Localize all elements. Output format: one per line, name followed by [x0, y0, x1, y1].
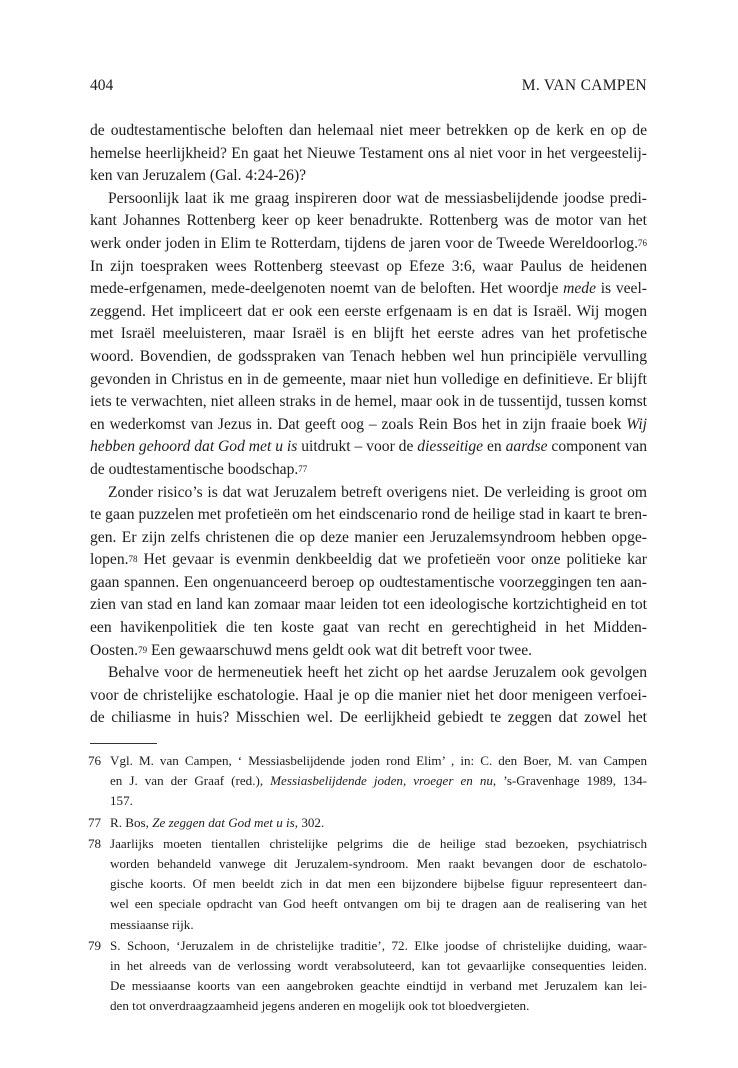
footnote-76: 76 Vgl. M. van Campen, ‘ Messiasbelijdende joden rond Elim’ , in: C. den Boer, M. van Campen en J. van der Graaf (red.), Messiasbelijdende joden, vroeger en nu, ’s-Gravenhage 1989, 134- 157.: [88, 753, 647, 809]
text-line: kant Johannes Rottenberg keer op keer benadrukte. Rottenberg was de motor van het: [90, 212, 647, 230]
footnote-number: 77: [88, 814, 102, 830]
footnote-separator: [90, 743, 157, 744]
text-line: de chiliasme in huis? Misschien wel. De eerlijkheid gebiedt te zeggen dat zowel het: [90, 709, 647, 727]
italic-word: mede: [563, 280, 597, 298]
main-text: [90, 120, 647, 730]
footnote-78: 78 Jaarlijks moeten tientallen christelijke pelgrims die de heilige stad bezoeken, psychiatrisch worden behandeld vanwege dit Jeruzalem-syndroom. Men raakt bevangen door de eschatolo- gische koorts. Of men beeldt zich in dat men een bijzondere bijbelse figuur representeert dan- wel een speciale opdracht van God heeft ontvangen om bij te dragen aan de realisering van het messiaanse rijk.: [88, 835, 647, 932]
footnote-ref-76[interactable]: 76: [638, 237, 647, 248]
text-line: hebben gehoord dat God met u is uitdrukt – voor de diesseitige en aardse component van: [90, 438, 647, 456]
footnote-ref-78[interactable]: 78: [128, 554, 138, 565]
text-line: gaan spannen. Een ongenuanceerd beroep op oudtestamentische voorzeggingen ten aan-: [90, 573, 647, 591]
text-line: In zijn toespraken wees Rottenberg steevast op Efeze 3:6, waar Paulus de heidenen: [90, 257, 647, 275]
book-title-italic: hebben gehoord dat God met u is: [90, 438, 298, 456]
italic-word: diesseitige: [417, 438, 484, 456]
book-title-italic: Wij: [626, 415, 647, 433]
footnote-ref-79[interactable]: 79: [138, 644, 148, 655]
footnotes: [90, 751, 647, 1017]
page-number: 404: [90, 77, 114, 94]
text-line: te gaan puzzelen met profetieën om het eindscenario rond de heilige stad in kaart te bren-: [90, 506, 647, 524]
text-line: de oudtestamentische boodschap.$^{77}$: [90, 460, 308, 478]
book-title-italic: Ze zeggen dat God met u is: [152, 814, 295, 830]
text-line: de oudtestamentische beloften dan helemaal niet meer betrekken op de kerk en op de: [90, 122, 647, 139]
text-line: woord. Bovendien, de godsspraken van Tenach hebben wel hun principiële vervulling: [90, 347, 647, 365]
text-line: werk onder joden in Elim te Rotterdam, tijdens de jaren voor de Tweede Wereldoorlog.$^{76}$: [90, 234, 647, 252]
paragraph-start-line: Persoonlijk laat ik me graag inspireren door wat de messiasbelijdende joodse predi-: [108, 189, 647, 207]
paragraph-start-line: Zonder risico’s is dat wat Jeruzalem betreft overigens niet. De verleiding is groot om: [108, 483, 647, 501]
book-title-italic: Messiasbelijdende joden, vroeger en nu: [270, 773, 493, 789]
footnote-number: 79: [88, 937, 102, 953]
footnote-number: 76: [88, 753, 102, 768]
text-line: zien van stad en land kan zomaar maar leiden tot een ideologische kortzichtigheid en tot: [90, 596, 647, 614]
text-line: hemelse heerlijkheid? En gaat het Nieuwe Testament ons al niet voor in het vergeestelij-: [90, 144, 647, 162]
paragraph-start-line: Behalve voor de hermeneutiek heeft het zicht op het aardse Jeruzalem ook gevolgen: [108, 664, 647, 682]
text-line: iets te verwachten, niet alleen straks in de hemel, maar ook in de tussentijd, tussen komst: [90, 393, 647, 411]
footnote-77: 77 R. Bos, Ze zeggen dat God met u is, 302.: [90, 813, 647, 833]
text-line: gevonden in Christus en in de gemeente, maar niet hun volledige en definitieve. Er blijft: [90, 370, 647, 388]
text-line: en wederkomst van Jezus in. Dat geeft oog – zoals Rein Bos het in zijn fraaie boek Wij: [90, 415, 647, 433]
text-line: gen. Er zijn zelfs christenen die op deze manier een Jeruzalemsyndroom hebben opge-: [90, 528, 647, 546]
italic-word: aardse: [505, 438, 548, 456]
text-line: lopen.$^{78}$ Het gevaar is evenmin denkbeeldig dat we profetieën voor onze politieke kar: [90, 551, 647, 569]
text-line: voor de christelijke eschatologie. Haal je op die manier niet het door menigeen verfoei-: [90, 686, 647, 704]
text-line: met Israël meeluisteren, maar Israël is en blijft het eerste adres van het profetische: [90, 325, 647, 343]
text-line: Oosten.$^{79}$ Een gewaarschuwd mens geldt ook wat dit betreft voor twee.: [90, 641, 533, 659]
running-head-author: M. VAN CAMPEN: [521, 77, 647, 94]
footnote-ref-77[interactable]: 77: [298, 463, 308, 474]
text-line: ken van Jeruzalem (Gal. 4:24-26)?: [90, 167, 307, 185]
footnote-number: 78: [88, 835, 102, 851]
running-header: [90, 77, 647, 97]
text-line: zeggend. Het impliceert dat er ook een eerste erfgenaam is en dat is Israël. Wij mogen: [90, 302, 647, 320]
text-line: een havikenpolitiek die ten koste gaat van recht en gerechtigheid in het Midden-: [90, 619, 647, 637]
footnote-79: 79 S. Schoon, ‘Jeruzalem in de christelijke traditie’, 72. Elke joodse of christelijke duiding, waar- in het alreeds van de verlossing wordt verabsoluteerd, kan tot gevaarlijke consequenties leiden. De messiaanse koorts van een aangebroken geachte eindtijd in verband met Jeruzalem kan lei- den tot onverdraagzaamheid jegens anderen en mogelijk ook tot bloedvergieten.: [88, 937, 647, 1014]
text-line: mede-erfgenamen, mede-deelgenoten noemt van de beloften. Het woordje mede is veel-: [90, 280, 647, 298]
